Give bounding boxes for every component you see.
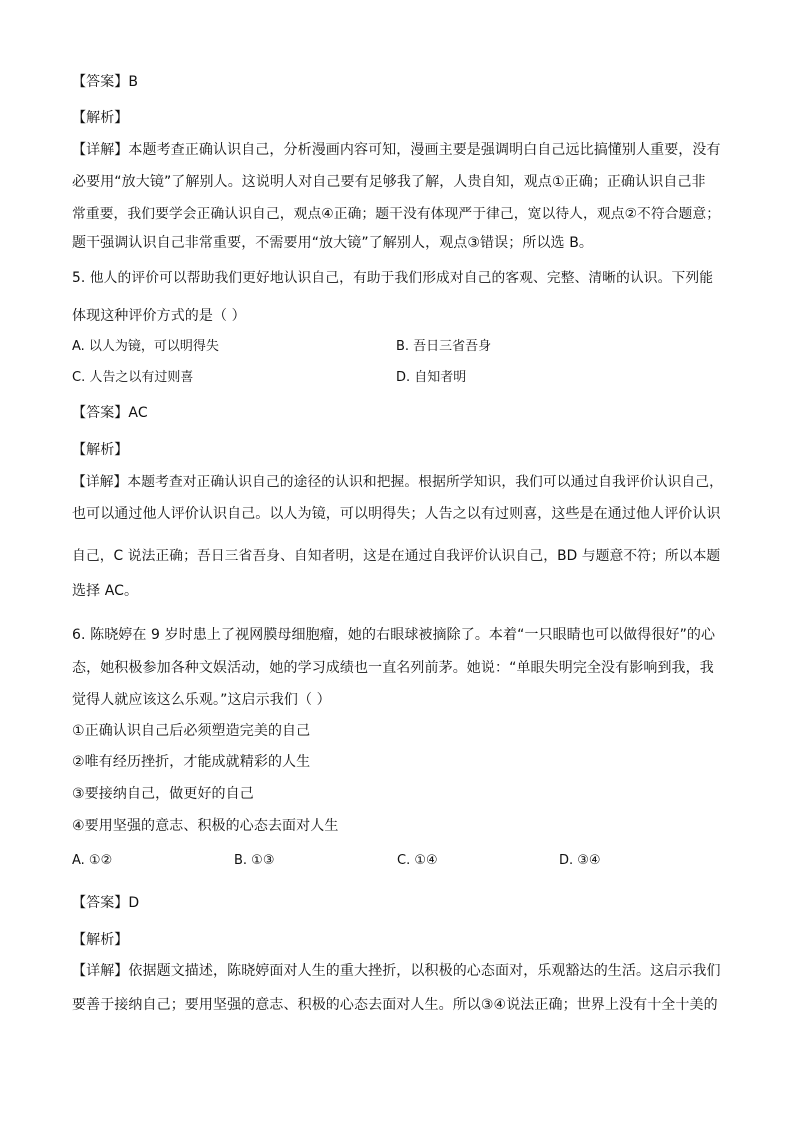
q5-detail-line: 选择 AC。 xyxy=(72,583,139,599)
q4-answer: 【答案】B xyxy=(72,74,139,90)
q6-detail-line: 要善于接纳自己；要用坚强的意志、积极的心态去面对人生。所以③④说法正确；世界上没有十全十美的 xyxy=(72,997,718,1013)
q5-answer: 【答案】AC xyxy=(72,405,148,421)
q5-option-row xyxy=(72,368,724,388)
q4-detail-line: 【详解】本题考查正确认识自己，分析漫画内容可知，漫画主要是强调明白自己远比搞懂别人重要，没有 xyxy=(72,142,721,158)
q4-detail-line: 必要用“放大镜”了解别人。这说明人对自己要有足够我了解，人贵自知，观点①正确；正确认识自己非 xyxy=(72,174,706,190)
q4-detail-line: 题干强调认识自己非常重要，不需要用“放大镜”了解别人，观点③错误；所以选 B。 xyxy=(72,235,594,251)
q5-detail-line: 【详解】本题考查对正确认识自己的途径的认识和把握。根据所学知识，我们可以通过自我评价认识自己， xyxy=(72,474,723,490)
q5-option-row xyxy=(72,337,724,357)
document-page xyxy=(72,0,724,1123)
q5-option-a: A. 以人为镜，可以明得失 xyxy=(72,339,219,354)
q5-stem-line: 体现这种评价方式的是（ ） xyxy=(72,308,246,324)
q6-detail-line: 【详解】依据题文描述，陈晓婷面对人生的重大挫折，以积极的心态面对，乐观豁达的生活。这启示我们 xyxy=(72,963,721,979)
q6-statement: ④要用坚强的意志、积极的心态去面对人生 xyxy=(72,818,339,834)
q4-detail-line: 常重要，我们要学会正确认识自己，观点④正确；题干没有体现严于律己，宽以待人，观点②不符合题意； xyxy=(72,206,721,222)
q6-statement: ②唯有经历挫折，才能成就精彩的人生 xyxy=(72,754,311,770)
q5-option-c: C. 人告之以有过则喜 xyxy=(72,370,194,385)
q6-analysis-heading: 【解析】 xyxy=(72,932,129,948)
q6-statement: ①正确认识自己后必须塑造完美的自己 xyxy=(72,723,311,739)
q5-detail-line: 也可以通过他人评价认识自己。以人为镜，可以明得失；人告之以有过则喜，这些是在通过他人评价认识 xyxy=(72,506,721,522)
q6-option-d: D. ③④ xyxy=(559,853,601,868)
q5-option-d: D. 自知者明 xyxy=(396,370,467,385)
q5-option-b: B. 吾日三省吾身 xyxy=(396,339,492,354)
q5-stem-line: 5. 他人的评价可以帮助我们更好地认识自己，有助于我们形成对自己的客观、完整、清晰的认识。下列能 xyxy=(72,270,714,286)
q6-answer: 【答案】D xyxy=(72,895,140,911)
q6-option-row xyxy=(72,851,724,871)
q6-option-b: B. ①③ xyxy=(234,853,275,868)
q4-analysis-heading: 【解析】 xyxy=(72,110,129,126)
q6-stem-line: 6. 陈晓婷在 9 岁时患上了视网膜母细胞瘤，她的右眼球被摘除了。本着“一只眼睛也可以做得很好”的心 xyxy=(72,627,716,643)
q6-option-c: C. ①④ xyxy=(397,853,438,868)
q6-stem-line: 觉得人就应该这么乐观。”这启示我们（ ） xyxy=(72,692,331,708)
q5-detail-line: 自己，C 说法正确；吾日三省吾身、自知者明，这是在通过自我评价认识自己，BD 与题意不符；所以本题 xyxy=(72,548,721,564)
q6-option-a: A. ①② xyxy=(72,853,113,868)
q6-stem-line: 态，她积极参加各种文娱活动，她的学习成绩也一直名列前茅。她说：“单眼失明完全没有影响到我，我 xyxy=(72,660,714,676)
q5-analysis-heading: 【解析】 xyxy=(72,442,129,458)
q6-statement: ③要接纳自己，做更好的自己 xyxy=(72,786,254,802)
